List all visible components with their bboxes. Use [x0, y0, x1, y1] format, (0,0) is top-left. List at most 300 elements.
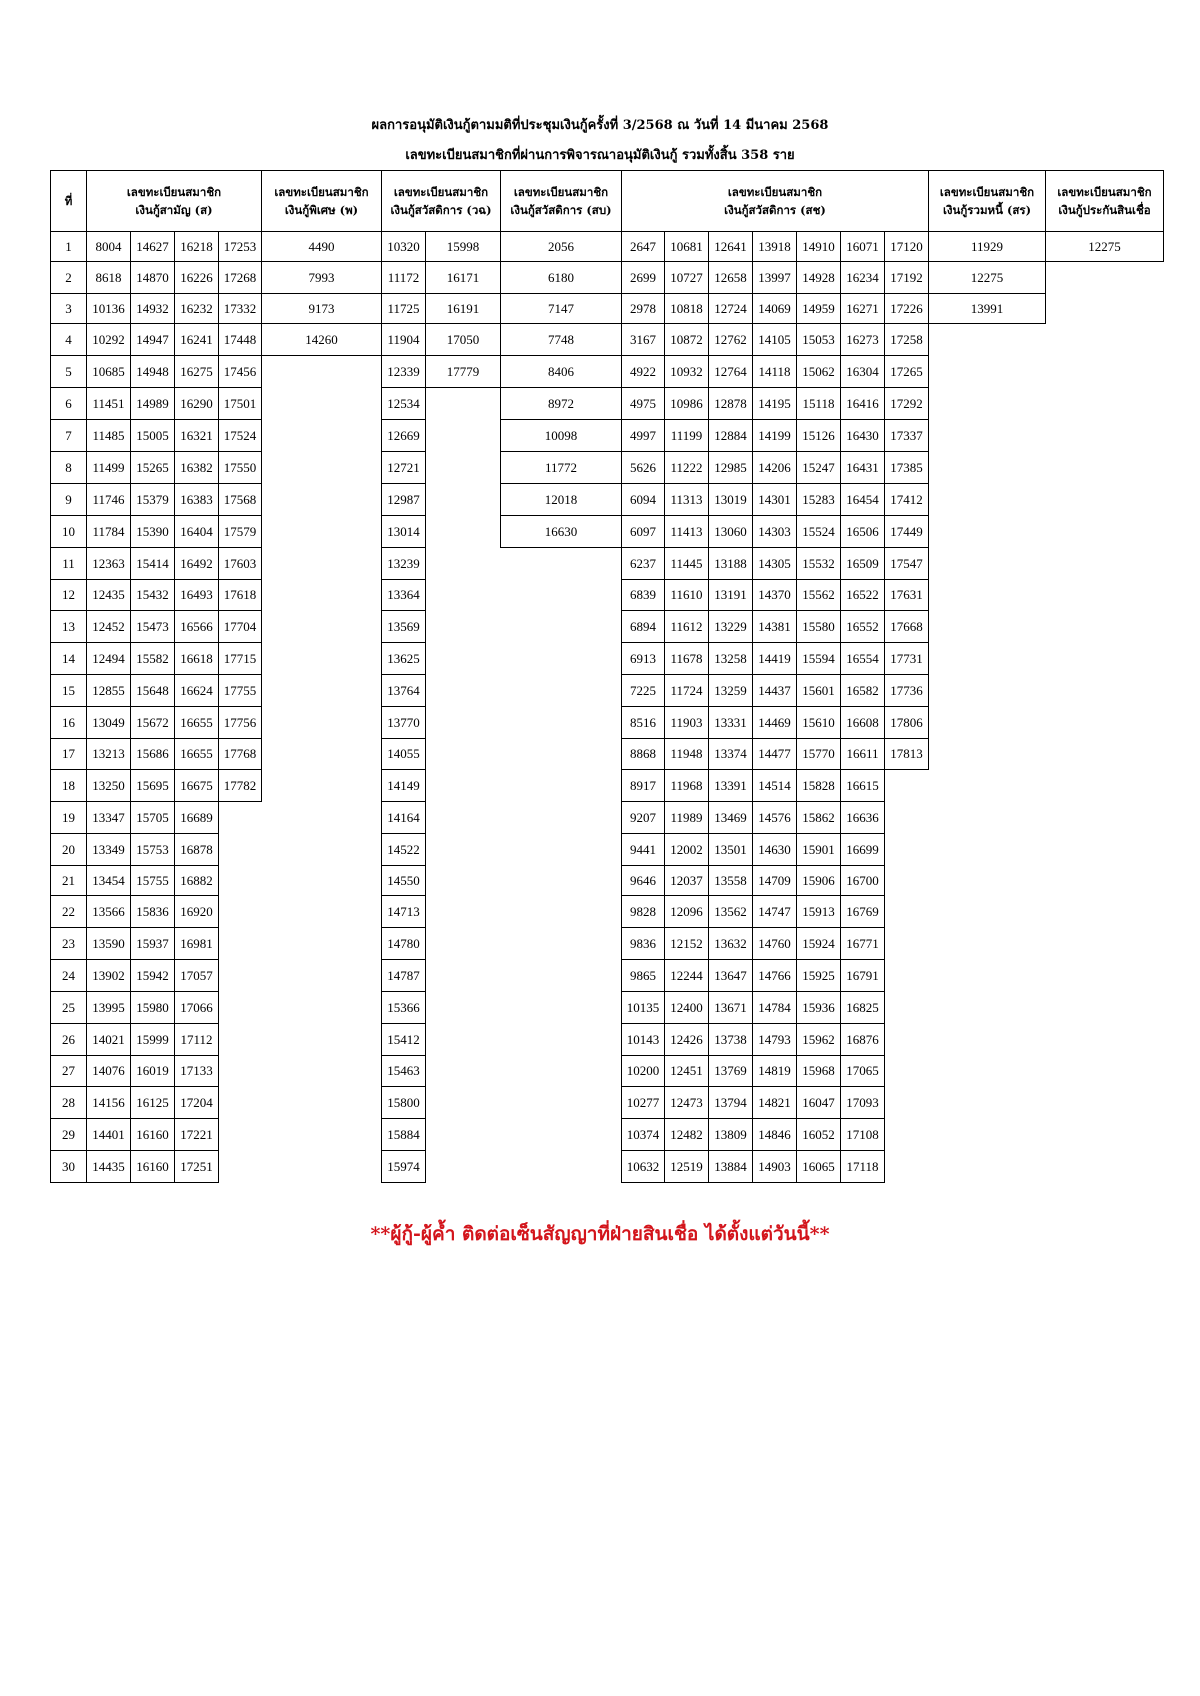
member-number-cell: 13258 — [708, 642, 753, 675]
member-number-cell: 12878 — [708, 387, 753, 420]
member-number-cell: 10277 — [621, 1086, 665, 1119]
member-number-cell: 13250 — [86, 769, 131, 802]
member-number-cell: 17066 — [174, 991, 219, 1024]
member-number-cell: 16611 — [840, 738, 885, 770]
member-number-cell: 12018 — [500, 483, 622, 516]
row-number-cell: 27 — [50, 1055, 87, 1087]
member-number-cell: 16171 — [425, 261, 501, 294]
member-number-cell: 4922 — [621, 355, 665, 388]
member-number-cell: 16699 — [840, 833, 885, 866]
member-number-cell: 12275 — [1045, 231, 1164, 262]
member-number-cell: 15828 — [796, 769, 841, 802]
member-number-cell: 14419 — [752, 642, 797, 675]
row-number-cell: 17 — [50, 738, 87, 770]
member-number-cell: 14149 — [381, 769, 426, 802]
member-number-cell: 14435 — [86, 1150, 131, 1183]
member-number-cell: 16522 — [840, 579, 885, 611]
member-number-cell: 16624 — [174, 674, 219, 707]
member-number-cell: 15432 — [130, 579, 175, 611]
member-number-cell: 10135 — [621, 991, 665, 1024]
member-number-cell: 7993 — [261, 261, 382, 294]
member-number-cell: 11612 — [664, 610, 709, 643]
member-number-cell: 13566 — [86, 895, 131, 928]
member-number-cell: 14846 — [752, 1118, 797, 1151]
member-number-cell: 16920 — [174, 895, 219, 928]
member-number-cell: 13364 — [381, 579, 426, 611]
member-number-cell: 16566 — [174, 610, 219, 643]
page-subtitle: เลขทะเบียนสมาชิกที่ผ่านการพิจารณาอนุมัติเงินกู้ รวมทั้งสิ้น 358 ราย — [405, 148, 795, 163]
member-number-cell: 11724 — [664, 674, 709, 707]
member-number-cell: 14760 — [752, 927, 797, 960]
row-number-cell: 15 — [50, 674, 87, 707]
member-number-cell: 14989 — [130, 387, 175, 420]
member-number-cell: 16876 — [840, 1023, 885, 1056]
member-number-cell: 14821 — [752, 1086, 797, 1119]
member-number-cell: 11929 — [928, 231, 1046, 262]
member-number-cell: 13213 — [86, 738, 131, 770]
member-number-cell: 14870 — [130, 261, 175, 294]
member-number-cell: 14195 — [752, 387, 797, 420]
member-number-cell: 14948 — [130, 355, 175, 388]
member-number-cell: 12519 — [664, 1150, 709, 1183]
member-number-cell: 15937 — [130, 927, 175, 960]
column-header-line1: เลขทะเบียนสมาชิก — [126, 185, 222, 199]
member-number-cell: 11772 — [500, 451, 622, 484]
member-number-cell: 15463 — [381, 1055, 426, 1087]
member-number-cell: 17337 — [884, 419, 929, 452]
member-number-cell: 13229 — [708, 610, 753, 643]
row-number-cell: 29 — [50, 1118, 87, 1151]
member-number-cell: 17631 — [884, 579, 929, 611]
member-number-cell: 17456 — [218, 355, 262, 388]
column-header-line2: เงินกู้สามัญ (ส) — [135, 203, 213, 217]
member-number-cell: 14627 — [130, 231, 175, 262]
member-number-cell: 15648 — [130, 674, 175, 707]
member-number-cell: 12363 — [86, 547, 131, 580]
member-number-cell: 14713 — [381, 895, 426, 928]
member-number-cell: 15594 — [796, 642, 841, 675]
member-number-cell: 17057 — [174, 959, 219, 992]
row-number-cell: 14 — [50, 642, 87, 675]
member-number-cell: 16689 — [174, 801, 219, 834]
member-number-cell: 6180 — [500, 261, 622, 294]
member-number-cell: 13809 — [708, 1118, 753, 1151]
member-number-cell: 15753 — [130, 833, 175, 866]
member-number-cell: 17782 — [218, 769, 262, 802]
row-number-cell: 6 — [50, 387, 87, 420]
member-number-cell: 11222 — [664, 451, 709, 484]
member-number-cell: 16226 — [174, 261, 219, 294]
row-number-cell: 24 — [50, 959, 87, 992]
member-number-cell: 15580 — [796, 610, 841, 643]
row-number-cell: 11 — [50, 547, 87, 580]
member-number-cell: 14469 — [752, 706, 797, 739]
member-number-cell: 17120 — [884, 231, 929, 262]
member-number-cell: 17731 — [884, 642, 929, 675]
member-number-cell: 15524 — [796, 515, 841, 548]
member-number-cell: 2699 — [621, 261, 665, 294]
member-number-cell: 15379 — [130, 483, 175, 516]
member-number-cell: 17603 — [218, 547, 262, 580]
member-number-cell: 12482 — [664, 1118, 709, 1151]
member-number-cell: 16582 — [840, 674, 885, 707]
row-number-cell: 20 — [50, 833, 87, 866]
member-number-cell: 10200 — [621, 1055, 665, 1087]
row-number-header: ที่ — [50, 170, 87, 232]
member-number-cell: 12400 — [664, 991, 709, 1024]
member-number-cell: 10727 — [664, 261, 709, 294]
member-number-cell: 9865 — [621, 959, 665, 992]
member-number-cell: 12451 — [664, 1055, 709, 1087]
member-number-cell: 15913 — [796, 895, 841, 928]
member-number-cell: 11413 — [664, 515, 709, 548]
member-number-cell: 15901 — [796, 833, 841, 866]
member-number-cell: 17108 — [840, 1118, 885, 1151]
member-number-cell: 12096 — [664, 895, 709, 928]
member-number-cell: 11678 — [664, 642, 709, 675]
member-number-cell: 14630 — [752, 833, 797, 866]
member-number-cell: 15414 — [130, 547, 175, 580]
member-number-cell: 15610 — [796, 706, 841, 739]
page-title: ผลการอนุมัติเงินกู้ตามมติที่ประชุมเงินกู้ครั้งที่ 3/2568 ณ วันที่ 14 มีนาคม 2568 — [371, 118, 829, 133]
member-number-cell: 14164 — [381, 801, 426, 834]
member-number-cell: 17253 — [218, 231, 262, 262]
member-number-cell: 17449 — [884, 515, 929, 548]
member-number-cell: 12534 — [381, 387, 426, 420]
member-number-cell: 11445 — [664, 547, 709, 580]
column-header-welfare_sb — [500, 170, 622, 232]
member-number-cell: 4975 — [621, 387, 665, 420]
column-header-line2: เงินกู้สวัสดิการ (สบ) — [510, 203, 612, 217]
member-number-cell: 13991 — [928, 293, 1046, 324]
row-number-cell: 25 — [50, 991, 87, 1024]
member-number-cell: 17704 — [218, 610, 262, 643]
member-number-cell: 12658 — [708, 261, 753, 294]
member-number-cell: 16554 — [840, 642, 885, 675]
member-number-cell: 16383 — [174, 483, 219, 516]
member-number-cell: 17501 — [218, 387, 262, 420]
column-header-line1: เลขทะเบียนสมาชิก — [393, 185, 489, 199]
member-number-cell: 8618 — [86, 261, 131, 294]
member-number-cell: 16431 — [840, 451, 885, 484]
contact-notice: **ผู้กู้-ผู้ค้ำ ติดต่อเซ็นสัญญาที่ฝ่ายสินเชื่อ ได้ตั้งแต่วันนี้** — [370, 1223, 830, 1245]
member-number-cell: 9828 — [621, 895, 665, 928]
member-number-cell: 15247 — [796, 451, 841, 484]
member-number-cell: 10136 — [86, 293, 131, 324]
member-number-cell: 17579 — [218, 515, 262, 548]
member-number-cell: 16655 — [174, 706, 219, 739]
member-number-cell: 15906 — [796, 865, 841, 896]
member-number-cell: 16882 — [174, 865, 219, 896]
member-number-cell: 14947 — [130, 323, 175, 356]
member-number-cell: 13632 — [708, 927, 753, 960]
member-number-cell: 15532 — [796, 547, 841, 580]
member-number-cell: 12152 — [664, 927, 709, 960]
member-number-cell: 12764 — [708, 355, 753, 388]
member-number-cell: 14928 — [796, 261, 841, 294]
member-number-cell: 13469 — [708, 801, 753, 834]
member-number-cell: 2056 — [500, 231, 622, 262]
member-number-cell: 16273 — [840, 323, 885, 356]
member-number-cell: 17133 — [174, 1055, 219, 1087]
member-number-cell: 12884 — [708, 419, 753, 452]
member-number-cell: 15924 — [796, 927, 841, 960]
member-number-cell: 3167 — [621, 323, 665, 356]
member-number-cell: 14069 — [752, 293, 797, 324]
member-number-cell: 13019 — [708, 483, 753, 516]
member-number-cell: 11989 — [664, 801, 709, 834]
member-number-cell: 6237 — [621, 547, 665, 580]
member-number-cell: 11485 — [86, 419, 131, 452]
row-number-cell: 10 — [50, 515, 87, 548]
member-number-cell: 11199 — [664, 419, 709, 452]
member-number-cell: 17251 — [174, 1150, 219, 1183]
member-number-cell: 17258 — [884, 323, 929, 356]
member-number-cell: 13501 — [708, 833, 753, 866]
member-number-cell: 14055 — [381, 738, 426, 770]
member-number-cell: 10986 — [664, 387, 709, 420]
member-number-cell: 15005 — [130, 419, 175, 452]
member-number-cell: 15974 — [381, 1150, 426, 1183]
member-number-cell: 15412 — [381, 1023, 426, 1056]
member-number-cell: 14910 — [796, 231, 841, 262]
member-number-cell: 16071 — [840, 231, 885, 262]
member-number-cell: 12339 — [381, 355, 426, 388]
member-number-cell: 15118 — [796, 387, 841, 420]
member-number-cell: 11784 — [86, 515, 131, 548]
member-number-cell: 8972 — [500, 387, 622, 420]
row-number-cell: 8 — [50, 451, 87, 484]
member-number-cell: 16493 — [174, 579, 219, 611]
member-number-cell: 13884 — [708, 1150, 753, 1183]
member-number-cell: 13349 — [86, 833, 131, 866]
member-number-cell: 7748 — [500, 323, 622, 356]
column-header-line1: เลขทะเบียนสมาชิก — [513, 185, 609, 199]
member-number-cell: 16304 — [840, 355, 885, 388]
member-number-cell: 13239 — [381, 547, 426, 580]
member-number-cell: 16160 — [130, 1150, 175, 1183]
member-number-cell: 9207 — [621, 801, 665, 834]
member-number-cell: 16506 — [840, 515, 885, 548]
row-number-cell: 28 — [50, 1086, 87, 1119]
member-number-cell: 14105 — [752, 323, 797, 356]
member-number-cell: 10932 — [664, 355, 709, 388]
member-number-cell: 15962 — [796, 1023, 841, 1056]
column-header-line2: เงินกู้รวมหนี้ (สร) — [942, 203, 1032, 217]
column-header-line2: เงินกู้ประกันสินเชื่อ — [1058, 203, 1151, 217]
column-header-welfare_sk — [621, 170, 929, 232]
member-number-cell: 13590 — [86, 927, 131, 960]
member-number-cell: 16771 — [840, 927, 885, 960]
member-number-cell: 10632 — [621, 1150, 665, 1183]
member-number-cell: 6094 — [621, 483, 665, 516]
member-number-cell: 16275 — [174, 355, 219, 388]
member-number-cell: 16492 — [174, 547, 219, 580]
member-number-cell: 15601 — [796, 674, 841, 707]
member-number-cell: 15862 — [796, 801, 841, 834]
member-number-cell: 4490 — [261, 231, 382, 262]
member-number-cell: 16218 — [174, 231, 219, 262]
member-number-cell: 16878 — [174, 833, 219, 866]
column-header-consolidate — [928, 170, 1046, 232]
member-number-cell: 14709 — [752, 865, 797, 896]
member-number-cell: 15672 — [130, 706, 175, 739]
member-number-cell: 13558 — [708, 865, 753, 896]
member-number-cell: 14477 — [752, 738, 797, 770]
row-number-cell: 18 — [50, 769, 87, 802]
member-number-cell: 12855 — [86, 674, 131, 707]
member-number-cell: 11725 — [381, 293, 426, 324]
member-number-cell: 8004 — [86, 231, 131, 262]
member-number-cell: 6894 — [621, 610, 665, 643]
member-number-cell: 8516 — [621, 706, 665, 739]
member-number-cell: 15980 — [130, 991, 175, 1024]
member-number-cell: 17756 — [218, 706, 262, 739]
member-number-cell: 12244 — [664, 959, 709, 992]
member-number-cell: 10098 — [500, 419, 622, 452]
row-number-cell: 13 — [50, 610, 87, 643]
member-number-cell: 13995 — [86, 991, 131, 1024]
member-number-cell: 17768 — [218, 738, 262, 770]
member-number-cell: 11499 — [86, 451, 131, 484]
member-number-cell: 16509 — [840, 547, 885, 580]
member-number-cell: 9646 — [621, 865, 665, 896]
member-number-cell: 16655 — [174, 738, 219, 770]
member-number-cell: 17204 — [174, 1086, 219, 1119]
row-number-cell: 5 — [50, 355, 87, 388]
member-number-cell: 17332 — [218, 293, 262, 324]
member-number-cell: 17755 — [218, 674, 262, 707]
member-number-cell: 16234 — [840, 261, 885, 294]
member-number-cell: 13794 — [708, 1086, 753, 1119]
member-number-cell: 15925 — [796, 959, 841, 992]
member-number-cell: 16019 — [130, 1055, 175, 1087]
member-number-cell: 13764 — [381, 674, 426, 707]
member-number-cell: 14766 — [752, 959, 797, 992]
member-number-cell: 13769 — [708, 1055, 753, 1087]
member-number-cell: 17779 — [425, 355, 501, 388]
member-number-cell: 2647 — [621, 231, 665, 262]
member-number-cell: 14550 — [381, 865, 426, 896]
member-number-cell: 16404 — [174, 515, 219, 548]
row-number-cell: 12 — [50, 579, 87, 611]
member-number-cell: 15265 — [130, 451, 175, 484]
column-header-line2: เงินกู้สวัสดิการ (วฉ) — [390, 203, 492, 217]
member-number-cell: 13770 — [381, 706, 426, 739]
member-number-cell: 9441 — [621, 833, 665, 866]
member-number-cell: 13647 — [708, 959, 753, 992]
member-number-cell: 12494 — [86, 642, 131, 675]
member-number-cell: 6097 — [621, 515, 665, 548]
member-number-cell: 14787 — [381, 959, 426, 992]
member-number-cell: 17265 — [884, 355, 929, 388]
member-number-cell: 13625 — [381, 642, 426, 675]
member-number-cell: 13902 — [86, 959, 131, 992]
column-header-saman — [86, 170, 262, 232]
member-number-cell: 14747 — [752, 895, 797, 928]
member-number-cell: 14303 — [752, 515, 797, 548]
member-number-cell: 11172 — [381, 261, 426, 294]
member-number-cell: 14305 — [752, 547, 797, 580]
member-number-cell: 17292 — [884, 387, 929, 420]
member-number-cell: 11948 — [664, 738, 709, 770]
member-number-cell: 11313 — [664, 483, 709, 516]
member-number-cell: 15770 — [796, 738, 841, 770]
member-number-cell: 14780 — [381, 927, 426, 960]
member-number-cell: 14576 — [752, 801, 797, 834]
member-number-cell: 17736 — [884, 674, 929, 707]
member-number-cell: 15582 — [130, 642, 175, 675]
member-number-cell: 16065 — [796, 1150, 841, 1183]
member-number-cell: 14437 — [752, 674, 797, 707]
member-number-cell: 8917 — [621, 769, 665, 802]
column-header-line1: เลขทะเบียนสมาชิก — [939, 185, 1035, 199]
member-number-cell: 16047 — [796, 1086, 841, 1119]
member-number-cell: 16382 — [174, 451, 219, 484]
member-number-cell: 17618 — [218, 579, 262, 611]
member-number-cell: 12669 — [381, 419, 426, 452]
member-number-cell: 17550 — [218, 451, 262, 484]
member-number-cell: 7147 — [500, 293, 622, 324]
member-number-cell: 11904 — [381, 323, 426, 356]
member-number-cell: 14514 — [752, 769, 797, 802]
column-header-line2: เงินกู้พิเศษ (พ) — [284, 203, 359, 217]
member-number-cell: 13374 — [708, 738, 753, 770]
member-number-cell: 16618 — [174, 642, 219, 675]
member-number-cell: 10320 — [381, 231, 426, 262]
member-number-cell: 16608 — [840, 706, 885, 739]
member-number-cell: 13738 — [708, 1023, 753, 1056]
member-number-cell: 4997 — [621, 419, 665, 452]
column-header-line2: เงินกู้สวัสดิการ (สช) — [724, 203, 826, 217]
member-number-cell: 14959 — [796, 293, 841, 324]
member-number-cell: 13454 — [86, 865, 131, 896]
member-number-cell: 14793 — [752, 1023, 797, 1056]
member-number-cell: 17813 — [884, 738, 929, 770]
member-number-cell: 14819 — [752, 1055, 797, 1087]
member-number-cell: 16700 — [840, 865, 885, 896]
member-number-cell: 14522 — [381, 833, 426, 866]
member-number-cell: 12985 — [708, 451, 753, 484]
member-number-cell: 12721 — [381, 451, 426, 484]
member-number-cell: 10818 — [664, 293, 709, 324]
member-number-cell: 11968 — [664, 769, 709, 802]
member-number-cell: 14199 — [752, 419, 797, 452]
member-number-cell: 15283 — [796, 483, 841, 516]
member-number-cell: 14260 — [261, 323, 382, 356]
member-number-cell: 17118 — [840, 1150, 885, 1183]
member-number-cell: 6913 — [621, 642, 665, 675]
member-number-cell: 14118 — [752, 355, 797, 388]
member-number-cell: 16430 — [840, 419, 885, 452]
member-number-cell: 17226 — [884, 293, 929, 324]
member-number-cell: 16630 — [500, 515, 622, 548]
member-number-cell: 13671 — [708, 991, 753, 1024]
member-number-cell: 16981 — [174, 927, 219, 960]
column-header-phiset — [261, 170, 382, 232]
member-number-cell: 17448 — [218, 323, 262, 356]
member-number-cell: 10872 — [664, 323, 709, 356]
member-number-cell: 17568 — [218, 483, 262, 516]
member-number-cell: 16321 — [174, 419, 219, 452]
member-number-cell: 14021 — [86, 1023, 131, 1056]
member-number-cell: 9173 — [261, 293, 382, 324]
row-number-cell: 19 — [50, 801, 87, 834]
member-number-cell: 14206 — [752, 451, 797, 484]
member-number-cell: 16825 — [840, 991, 885, 1024]
member-number-cell: 17668 — [884, 610, 929, 643]
member-number-cell: 17112 — [174, 1023, 219, 1056]
